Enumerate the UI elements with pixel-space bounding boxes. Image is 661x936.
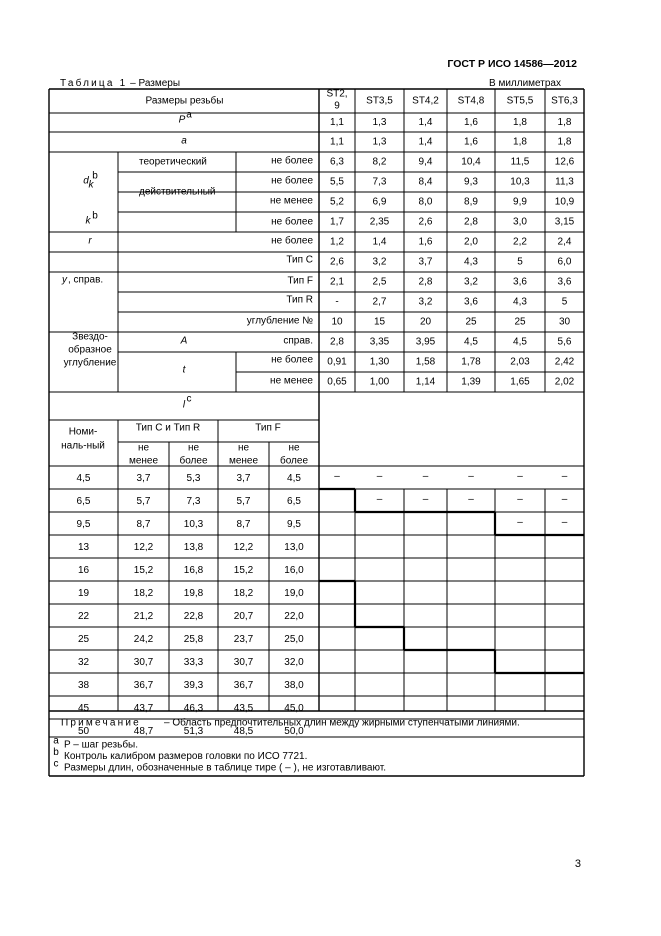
value-dk-max: 10,3 <box>510 176 530 188</box>
value-k: 3,15 <box>554 216 575 228</box>
value-y-c: 6,0 <box>557 256 572 268</box>
value-t-max: 2,03 <box>510 356 530 368</box>
length-dash: – <box>376 494 383 506</box>
length-nominal: 50 <box>77 726 90 738</box>
length-value: 33,3 <box>183 657 204 669</box>
length-value: 18,2 <box>233 588 254 600</box>
length-value: 16,0 <box>284 565 304 577</box>
row-l-footnote-mark: c <box>186 393 192 405</box>
value-r: 2,4 <box>557 236 572 248</box>
label-min: менее <box>228 455 259 467</box>
value-dk-max: 9,3 <box>464 176 478 188</box>
label-nominal-2: наль-ный <box>61 440 105 452</box>
label-actual: действительный <box>139 186 216 198</box>
length-dash: – <box>517 494 523 506</box>
length-dash: – <box>376 471 383 483</box>
value-y-r: 2,7 <box>372 296 387 308</box>
note-label: Примечание <box>61 717 141 729</box>
value-recess-no: 30 <box>558 316 571 328</box>
value-dk-min: 9,9 <box>513 196 527 208</box>
length-value: 43,7 <box>133 703 154 715</box>
value-dk-max: 8,4 <box>418 176 433 188</box>
value-a: 1,6 <box>464 136 478 148</box>
length-nominal: 13 <box>77 542 90 554</box>
value-A: 4,5 <box>513 336 527 348</box>
length-dash: – <box>334 471 340 483</box>
units-label: В миллиметрах <box>489 78 561 89</box>
value-y-c: 5 <box>517 256 523 268</box>
row-p-symbol: P <box>178 114 186 126</box>
row-y-symbol: y <box>62 274 67 286</box>
value-recess-no: 20 <box>419 316 432 328</box>
label-max: более <box>279 455 309 467</box>
length-value: 16,8 <box>183 565 204 577</box>
length-value: 3,7 <box>136 473 151 485</box>
length-value: 18,2 <box>133 588 154 600</box>
length-value: 10,3 <box>183 519 204 531</box>
length-value: 30,7 <box>133 657 154 669</box>
length-value: 48,5 <box>233 726 254 738</box>
row-t-symbol: t <box>182 364 186 376</box>
length-dash: – <box>422 471 429 483</box>
length-value: 43,5 <box>233 703 254 715</box>
value-dk-max: 5,5 <box>330 176 344 188</box>
value-r: 1,6 <box>418 236 433 248</box>
header-thread-size: Размеры резьбы <box>145 95 224 107</box>
value-a: 1,8 <box>513 136 527 148</box>
value-dk-max: 11,3 <box>555 176 574 188</box>
length-value: 19,0 <box>284 588 304 600</box>
value-t-min: 1,39 <box>461 376 481 388</box>
label-not-less: не менее <box>270 375 313 387</box>
length-nominal: 25 <box>77 634 90 646</box>
length-value: 7,3 <box>186 496 201 508</box>
row-y-suffix: , справ. <box>68 274 104 286</box>
length-dash: – <box>561 517 568 529</box>
value-P: 1,8 <box>513 117 527 129</box>
header-size-st4-2: ST4,2 <box>412 95 439 107</box>
length-value: 36,7 <box>133 680 154 692</box>
header-size-st6-3: ST6,3 <box>551 95 578 107</box>
value-r: 1,4 <box>372 236 387 248</box>
value-a: 1,4 <box>418 136 433 148</box>
length-value: 32,0 <box>284 657 304 669</box>
label-type-r: Тип R <box>286 294 313 306</box>
value-A: 5,6 <box>557 336 572 348</box>
length-nominal: 32 <box>77 657 90 669</box>
label-type-f: Тип F <box>255 422 281 434</box>
length-value: 21,2 <box>133 611 154 623</box>
row-r-symbol: r <box>88 235 92 247</box>
length-value: 24,2 <box>133 634 154 646</box>
length-value: 5,7 <box>236 496 251 508</box>
label-star-recess-1: Звездо- <box>72 331 108 343</box>
value-dk-theor: 12,6 <box>554 156 575 168</box>
length-dash: – <box>468 471 474 483</box>
value-dk-max: 7,3 <box>372 176 387 188</box>
value-r: 1,2 <box>330 236 344 248</box>
value-dk-theor: 8,2 <box>372 156 387 168</box>
label-nominal-1: Номи- <box>68 426 98 438</box>
length-value: 4,5 <box>287 473 301 485</box>
value-y-f: 2,5 <box>372 276 387 288</box>
row-dk-subscript: k <box>88 179 94 191</box>
label-type-c: Тип C <box>286 254 313 266</box>
value-y-f: 2,8 <box>418 276 433 288</box>
value-t-min: 0,65 <box>327 376 347 388</box>
value-dk-min: 8,9 <box>464 196 478 208</box>
length-value: 9,5 <box>287 519 301 531</box>
value-P: 1,4 <box>418 117 433 129</box>
header-size-st2-9-part1: ST2, <box>326 88 348 100</box>
value-recess-no: 25 <box>514 316 526 328</box>
length-value: 15,2 <box>233 565 254 577</box>
length-value: 20,7 <box>233 611 254 623</box>
footnote-mark: a <box>53 735 59 747</box>
value-y-r: 4,3 <box>513 296 527 308</box>
length-value: 39,3 <box>183 680 204 692</box>
length-dash: – <box>561 494 568 506</box>
value-r: 2,2 <box>513 236 527 248</box>
length-value: 51,3 <box>183 726 204 738</box>
value-dk-theor: 9,4 <box>418 156 433 168</box>
footnote-text: Контроль калибром размеров головки по ИСО 7721. <box>64 751 308 763</box>
label-ne: не <box>137 442 150 454</box>
value-a: 1,8 <box>557 136 572 148</box>
value-dk-min: 6,9 <box>372 196 387 208</box>
value-A: 3,35 <box>369 336 390 348</box>
row-a-recess-symbol: A <box>180 335 188 347</box>
value-dk-theor: 6,3 <box>330 156 344 168</box>
value-A: 4,5 <box>464 336 478 348</box>
value-k: 3,0 <box>513 216 527 228</box>
length-value: 12,2 <box>133 542 154 554</box>
length-value: 13,8 <box>183 542 204 554</box>
row-dk-symbol: d <box>83 175 89 187</box>
length-value: 8,7 <box>236 519 251 531</box>
value-recess-no: 25 <box>465 316 477 328</box>
value-a: 1,1 <box>330 136 344 148</box>
value-y-f: 3,6 <box>513 276 527 288</box>
value-t-max: 0,91 <box>327 356 347 368</box>
label-not-more: не более <box>271 354 313 366</box>
value-k: 2,8 <box>464 216 478 228</box>
label-max: более <box>179 455 208 467</box>
length-value: 23,7 <box>233 634 254 646</box>
value-y-c: 4,3 <box>464 256 478 268</box>
label-sprav: справ. <box>283 335 313 347</box>
page-number: 3 <box>574 858 581 870</box>
row-k-footnote-mark: b <box>92 210 98 222</box>
value-y-c: 2,6 <box>330 256 344 268</box>
label-ne: не <box>237 442 250 454</box>
length-nominal: 22 <box>77 611 90 623</box>
value-recess-no: 10 <box>331 316 343 328</box>
label-ne: не <box>288 442 300 454</box>
value-t-min: 1,14 <box>415 376 436 388</box>
value-t-max: 1,30 <box>369 356 390 368</box>
value-dk-theor: 10,4 <box>461 156 481 168</box>
length-value: 6,5 <box>287 496 301 508</box>
length-dash: – <box>517 517 523 529</box>
length-value: 15,2 <box>133 565 154 577</box>
label-star-recess-3: углубление <box>63 357 117 369</box>
value-t-max: 1,58 <box>415 356 436 368</box>
value-k: 2,35 <box>369 216 390 228</box>
label-type-c-and-r: Тип C и Тип R <box>135 422 201 434</box>
length-nominal: 16 <box>77 565 90 577</box>
length-value: 8,7 <box>136 519 151 531</box>
label-theoretical: теоретический <box>139 156 207 168</box>
value-recess-no: 15 <box>373 316 386 328</box>
length-nominal: 9,5 <box>76 519 91 531</box>
value-t-min: 1,65 <box>510 376 530 388</box>
length-value: 38,0 <box>284 680 304 692</box>
value-t-min: 2,02 <box>554 376 575 388</box>
document-id: ГОСТ Р ИСО 14586—2012 <box>447 58 577 70</box>
value-y-r: 5 <box>561 296 568 308</box>
label-not-more: не более <box>271 155 313 167</box>
header-size-st5-5: ST5,5 <box>506 95 534 107</box>
length-value: 19,8 <box>183 588 204 600</box>
length-value: 5,7 <box>136 496 151 508</box>
value-t-max: 2,42 <box>554 356 575 368</box>
footnote-mark: c <box>53 758 59 770</box>
footnote-mark: b <box>53 747 59 759</box>
value-y-f: 3,2 <box>464 276 478 288</box>
value-P: 1,1 <box>330 117 344 129</box>
label-type-f: Тип F <box>287 275 313 287</box>
label-not-more: не более <box>271 235 313 247</box>
length-dash: – <box>561 471 568 483</box>
table-caption-label: Таблица 1 <box>60 78 128 89</box>
length-value: 25,8 <box>183 634 204 646</box>
footnote-text: Размеры длин, обозначенные в таблице тире ( – ), не изготавливают. <box>64 762 387 774</box>
value-P: 1,8 <box>557 117 572 129</box>
row-k-symbol: k <box>85 215 91 227</box>
length-value: 36,7 <box>233 680 254 692</box>
header-size-st4-8: ST4,8 <box>457 95 485 107</box>
length-value: 12,2 <box>233 542 254 554</box>
value-t-min: 1,00 <box>369 376 390 388</box>
length-value: 22,8 <box>183 611 204 623</box>
value-y-r: - <box>335 296 339 308</box>
length-dash: – <box>468 494 474 506</box>
value-r: 2,0 <box>464 236 478 248</box>
note-text: – Область предпочтительных длин между жирными ступенчатыми линиями. <box>164 717 520 729</box>
value-A: 3,95 <box>415 336 436 348</box>
length-nominal: 38 <box>77 680 90 692</box>
value-y-c: 3,7 <box>418 256 433 268</box>
row-l-symbol: l <box>182 399 186 411</box>
value-y-r: 3,6 <box>464 296 478 308</box>
label-min: менее <box>128 455 159 467</box>
label-not-less: не менее <box>270 195 313 207</box>
row-p-footnote-mark: a <box>186 109 192 121</box>
value-k: 1,7 <box>330 216 344 228</box>
value-dk-min: 8,0 <box>418 196 433 208</box>
header-size-st3-5: ST3,5 <box>366 95 393 107</box>
length-nominal: 19 <box>77 588 90 600</box>
length-value: 13,0 <box>284 542 304 554</box>
label-not-more: не более <box>271 175 313 187</box>
length-value: 30,7 <box>233 657 254 669</box>
label-recess-number: углубление № <box>246 315 313 327</box>
length-value: 5,3 <box>186 473 201 485</box>
value-y-f: 3,6 <box>557 276 572 288</box>
row-a-symbol: a <box>181 135 187 147</box>
value-dk-min: 5,2 <box>330 196 344 208</box>
header-size-st2-9-part2: 9 <box>334 100 340 112</box>
length-dash: – <box>517 471 523 483</box>
length-nominal: 6,5 <box>76 496 91 508</box>
length-dash: – <box>422 494 429 506</box>
length-nominal: 4,5 <box>76 473 91 485</box>
value-dk-min: 10,9 <box>554 196 575 208</box>
value-P: 1,3 <box>372 117 387 129</box>
label-star-recess-2: образное <box>68 344 112 356</box>
length-value: 45,0 <box>284 703 304 715</box>
length-nominal: 45 <box>77 703 90 715</box>
length-value: 50,0 <box>284 726 304 738</box>
length-value: 46,3 <box>183 703 204 715</box>
label-not-more: не более <box>271 216 313 228</box>
value-a: 1,3 <box>372 136 387 148</box>
value-y-r: 3,2 <box>418 296 433 308</box>
value-y-c: 3,2 <box>372 256 387 268</box>
value-A: 2,8 <box>330 336 344 348</box>
row-dk-footnote-mark: b <box>92 170 98 182</box>
value-P: 1,6 <box>464 117 478 129</box>
label-ne: не <box>187 442 200 454</box>
length-value: 48,7 <box>133 726 154 738</box>
value-y-f: 2,1 <box>330 276 344 288</box>
value-k: 2,6 <box>418 216 433 228</box>
length-value: 3,7 <box>236 473 251 485</box>
length-value: 22,0 <box>284 611 304 623</box>
value-t-max: 1,78 <box>461 356 481 368</box>
footnote-text: P – шаг резьбы. <box>64 739 139 751</box>
table-caption-title: – Размеры <box>127 78 181 89</box>
value-dk-theor: 11,5 <box>510 156 530 168</box>
length-value: 25,0 <box>284 634 304 646</box>
